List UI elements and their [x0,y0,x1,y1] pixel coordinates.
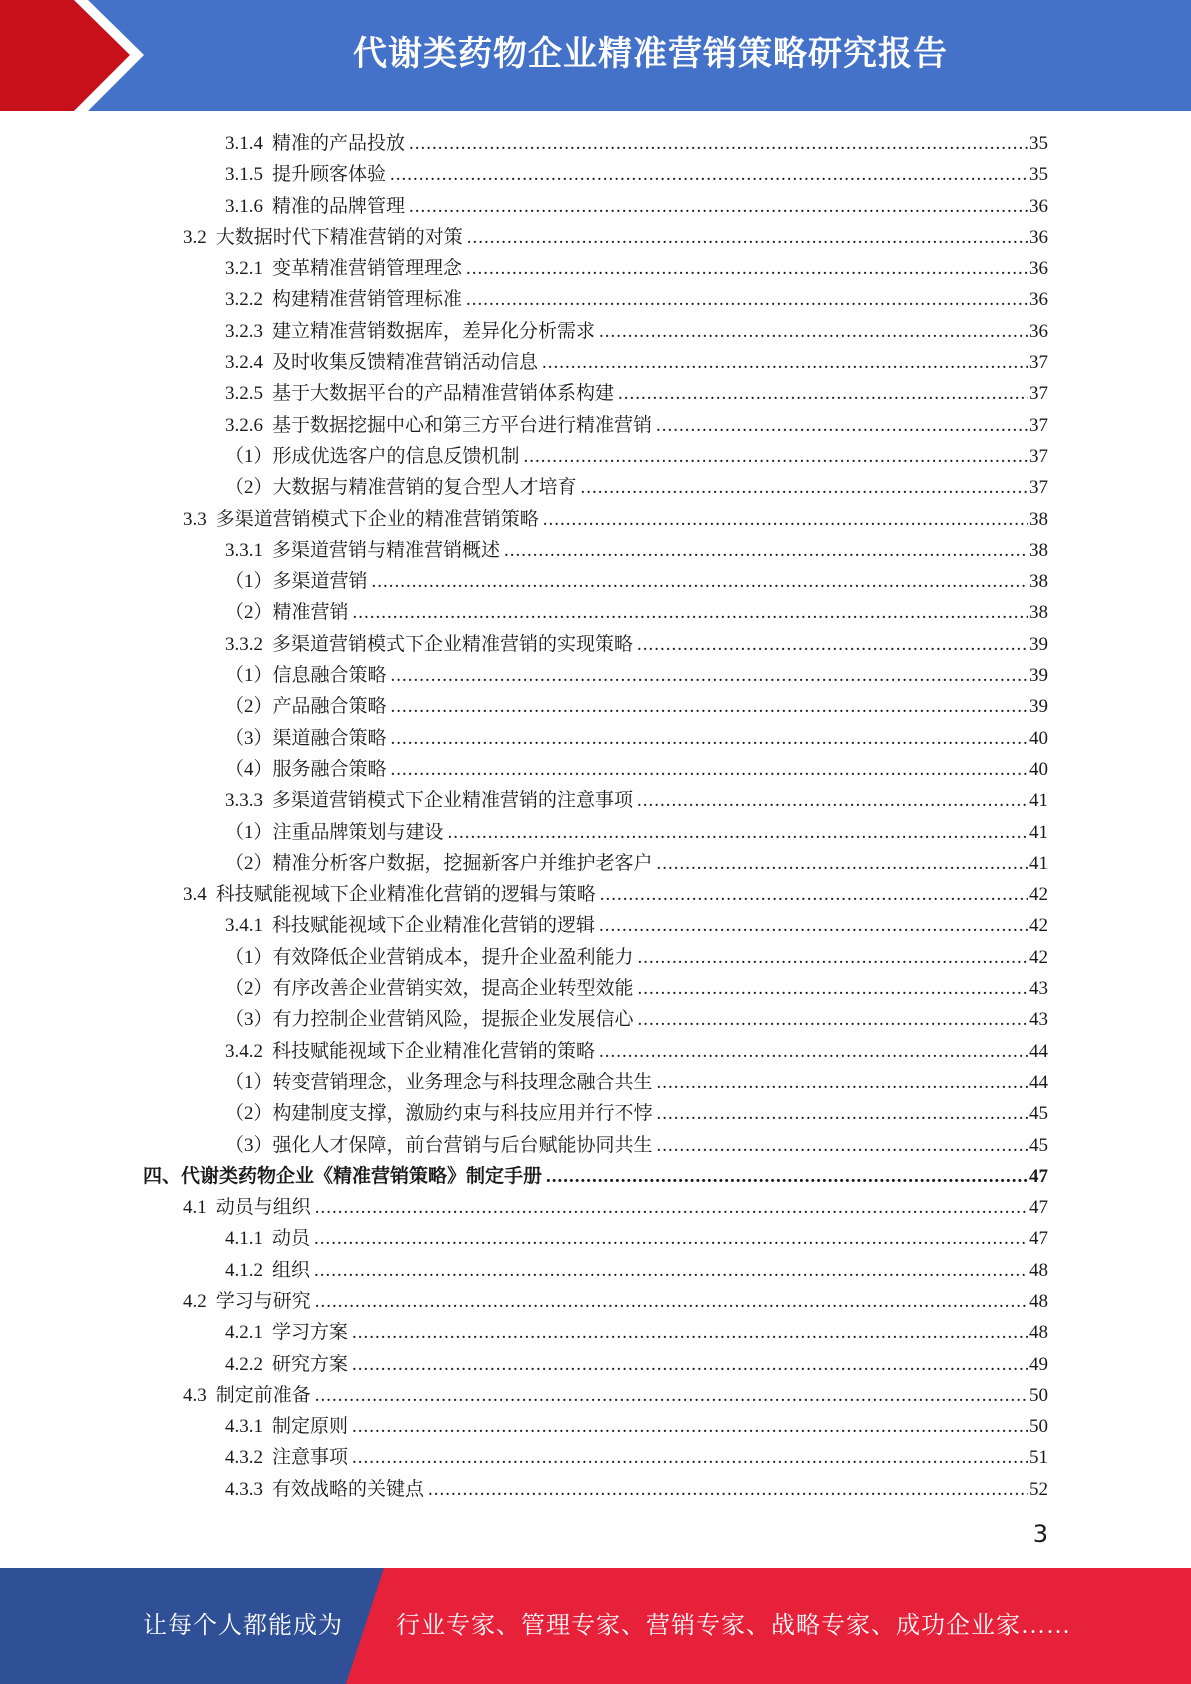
toc-page-number: 40 [1029,758,1048,780]
toc-entry[interactable] [0,1067,1191,1098]
toc-section-title: 变革精准营销管理理念 [272,258,463,280]
toc-entry[interactable] [0,410,1191,441]
toc-page-number: 36 [1029,258,1048,280]
toc-page-number: 37 [1029,414,1048,436]
report-title: 代谢类药物企业精准营销策略研究报告 [353,34,948,74]
toc-page-number: 45 [1029,1134,1048,1156]
toc-section-number: 3.3.2 [225,633,263,655]
toc-dot-leader [391,660,1028,691]
toc-section-title: （1）注重品牌策划与建设 [225,821,444,843]
toc-entry-line [225,410,1048,441]
toc-section-number: 3.2.4 [225,352,263,374]
toc-entry-line [225,1442,1048,1473]
toc-entry-line [183,222,1048,253]
toc-dot-leader [657,1098,1028,1129]
toc-entry-line [225,316,1048,347]
toc-section-number: 3.2.2 [225,289,263,311]
toc-page-number: 48 [1029,1322,1048,1344]
toc-dot-leader [409,128,1028,159]
toc-entry-line [225,1223,1048,1254]
toc-dot-leader [372,566,1028,597]
toc-entry[interactable] [0,879,1191,910]
toc-dot-leader [314,1255,1028,1286]
toc-section-number: 3.4.2 [225,1040,263,1062]
toc-section-number: 3.4.1 [225,915,263,937]
toc-entry[interactable] [0,347,1191,378]
toc-entry-line [225,942,1048,973]
toc-section-title: 制定原则 [272,1416,349,1438]
toc-entry-line [225,284,1048,315]
toc-entry[interactable] [0,128,1191,159]
toc-entry-line [225,973,1048,1004]
toc-dot-leader [504,535,1028,566]
toc-entry-line [225,1317,1048,1348]
toc-dot-leader [546,1161,1028,1192]
toc-dot-leader [352,1442,1028,1473]
toc-entry-line [225,1067,1048,1098]
toc-entry[interactable] [0,316,1191,347]
header-banner [0,0,1191,111]
toc-page-number: 36 [1029,289,1048,311]
toc-entry[interactable] [0,785,1191,816]
toc-entry[interactable] [0,253,1191,284]
toc-page-number: 43 [1029,1009,1048,1031]
toc-page-number: 47 [1029,1197,1048,1219]
toc-entry[interactable] [0,817,1191,848]
toc-section-title: 基于数据挖掘中心和第三方平台进行精准营销 [272,414,653,436]
toc-entry-line [225,817,1048,848]
toc-dot-leader [352,1349,1028,1380]
toc-page-number: 38 [1029,508,1048,530]
toc-page-number: 47 [1029,1165,1048,1187]
toc-entry[interactable] [0,754,1191,785]
toc-entry[interactable] [0,660,1191,691]
toc-entry[interactable] [0,1286,1191,1317]
toc-section-number: 3.2.1 [225,258,263,280]
toc-entry-line [225,1349,1048,1380]
toc-dot-leader [352,1317,1028,1348]
toc-section-title: 动员 [272,1228,311,1250]
toc-entry[interactable] [0,691,1191,722]
toc-page-number: 41 [1029,790,1048,812]
toc-entry[interactable] [0,973,1191,1004]
toc-dot-leader [315,1380,1028,1411]
toc-entry[interactable] [0,629,1191,660]
toc-section-title: 科技赋能视域下企业精准化营销的策略 [272,1040,596,1062]
toc-section-title: 注意事项 [272,1447,349,1469]
toc-entry-line [225,1036,1048,1067]
toc-section-title: 多渠道营销模式下企业的精准营销策略 [215,508,539,530]
toc-section-number: 4.3.1 [225,1416,263,1438]
toc-dot-leader [599,316,1028,347]
toc-entry-line [225,1098,1048,1129]
toc-dot-leader [543,504,1028,535]
toc-dot-leader [542,347,1028,378]
toc-section-title: （3）渠道融合策略 [225,727,387,749]
toc-dot-leader [428,1474,1028,1505]
toc-section-title: 多渠道营销与精准营销概述 [272,539,501,561]
toc-dot-leader [638,1004,1028,1035]
footer-banner [0,1568,1191,1684]
toc-page-number: 47 [1029,1228,1048,1250]
toc-page-number: 44 [1029,1071,1048,1093]
toc-section-title: 学习方案 [272,1322,349,1344]
toc-section-title: 及时收集反馈精准营销活动信息 [272,352,539,374]
toc-dot-leader [391,691,1028,722]
toc-section-number: 3.4 [183,884,207,906]
toc-section-number: 3.1.6 [225,195,263,217]
toc-page-number: 42 [1029,946,1048,968]
toc-section-number: 3.2.5 [225,383,263,405]
toc-entry-line [225,1004,1048,1035]
toc-section-title: （2）精准营销 [225,602,349,624]
toc-entry[interactable] [0,566,1191,597]
toc-entry[interactable] [0,378,1191,409]
toc-dot-leader [315,1192,1028,1223]
toc-section-title: （3）有力控制企业营销风险，提振企业发展信心 [225,1009,634,1031]
toc-dot-leader [353,597,1028,628]
toc-dot-leader [656,410,1028,441]
toc-section-number: 3.2.3 [225,320,263,342]
table-of-contents [0,128,1191,1505]
toc-entry-line [225,441,1048,472]
toc-entry-line [225,378,1048,409]
toc-page-number: 42 [1029,884,1048,906]
toc-entry-line [225,597,1048,628]
toc-entry[interactable] [0,1161,1191,1192]
toc-entry[interactable] [0,159,1191,190]
toc-section-number: 4.1.2 [225,1259,263,1281]
toc-entry[interactable] [0,942,1191,973]
toc-section-number: 4.2.2 [225,1353,263,1375]
toc-page-number: 36 [1029,195,1048,217]
toc-dot-leader [657,1130,1028,1161]
toc-page-number: 40 [1029,727,1048,749]
toc-dot-leader [448,817,1028,848]
toc-section-title: 提升顾客体验 [272,164,387,186]
toc-entry-line [225,128,1048,159]
toc-entry[interactable] [0,284,1191,315]
toc-page-number: 35 [1029,164,1048,186]
toc-section-title: 有效战略的关键点 [272,1478,425,1500]
toc-page-number: 49 [1029,1353,1048,1375]
toc-page-number: 37 [1029,352,1048,374]
toc-page-number: 51 [1029,1447,1048,1469]
toc-entry[interactable] [0,1004,1191,1035]
toc-dot-leader [314,1223,1028,1254]
toc-entry[interactable] [0,191,1191,222]
toc-entry-line [225,785,1048,816]
toc-page-number: 50 [1029,1384,1048,1406]
toc-section-title: （1）形成优选客户的信息反馈机制 [225,445,520,467]
toc-entry-line [225,566,1048,597]
toc-entry[interactable] [0,1317,1191,1348]
toc-section-number: 4.3.2 [225,1447,263,1469]
toc-entry[interactable] [0,1411,1191,1442]
toc-section-title: （2）产品融合策略 [225,696,387,718]
toc-dot-leader [657,848,1028,879]
toc-dot-leader [638,942,1028,973]
toc-section-number: 3.3.1 [225,539,263,561]
toc-entry[interactable] [0,1036,1191,1067]
toc-entry[interactable] [0,504,1191,535]
toc-entry[interactable] [0,472,1191,503]
toc-section-title: 组织 [272,1259,311,1281]
toc-section-title: 精准的品牌管理 [272,195,406,217]
toc-section-number: 3.1.5 [225,164,263,186]
toc-entry[interactable] [0,910,1191,941]
toc-section-number: 3.3 [183,508,207,530]
toc-entry-line [225,1255,1048,1286]
toc-entry-line [225,848,1048,879]
toc-entry-line [225,1130,1048,1161]
toc-section-number: 3.1.4 [225,133,263,154]
toc-section-number: 4.2.1 [225,1322,263,1344]
footer-slogan-left: 让每个人都能成为 [143,1613,343,1639]
toc-section-title: 多渠道营销模式下企业精准营销的实现策略 [272,633,634,655]
toc-dot-leader [315,1286,1028,1317]
toc-dot-leader [599,1036,1028,1067]
toc-entry-line [225,629,1048,660]
toc-section-number: 3.2 [183,226,207,248]
toc-page-number: 48 [1029,1290,1048,1312]
toc-entry[interactable] [0,535,1191,566]
toc-page-number: 50 [1029,1416,1048,1438]
toc-section-title: 四、代谢类药物企业《精准营销策略》制定手册 [143,1165,543,1187]
toc-entry[interactable] [0,723,1191,754]
toc-section-number: 4.2 [183,1290,207,1312]
toc-page-number: 39 [1029,633,1048,655]
toc-dot-leader [638,973,1028,1004]
toc-section-title: 精准的产品投放 [272,133,406,154]
toc-page-number: 38 [1029,539,1048,561]
toc-entry-line [183,1192,1048,1223]
chevron-arrow-icon [0,0,160,111]
toc-section-title: 建立精准营销数据库，差异化分析需求 [272,320,596,342]
toc-section-title: （2）精准分析客户数据，挖掘新客户并维护老客户 [225,852,653,874]
toc-dot-leader [409,191,1028,222]
toc-dot-leader [466,284,1028,315]
toc-dot-leader [391,754,1028,785]
toc-section-title: （1）转变营销理念，业务理念与科技理念融合共生 [225,1071,653,1093]
toc-entry-line [225,191,1048,222]
toc-page-number: 44 [1029,1040,1048,1062]
toc-page-number: 37 [1029,445,1048,467]
toc-section-title: 科技赋能视域下企业精准化营销的逻辑 [272,915,596,937]
toc-section-title: 制定前准备 [215,1384,311,1406]
toc-entry-line [183,1286,1048,1317]
toc-page-number: 45 [1029,1103,1048,1125]
toc-section-number: 4.1.1 [225,1228,263,1250]
toc-entry[interactable] [0,1130,1191,1161]
toc-section-title: 学习与研究 [215,1290,311,1312]
toc-section-number: 4.3.3 [225,1478,263,1500]
toc-entry[interactable] [0,1474,1191,1505]
toc-entry[interactable] [0,1255,1191,1286]
toc-entry-line [225,535,1048,566]
toc-section-number: 4.1 [183,1197,207,1219]
toc-page-number: 42 [1029,915,1048,937]
toc-page-number: 37 [1029,477,1048,499]
toc-dot-leader [352,1411,1028,1442]
toc-section-title: 构建精准营销管理标准 [272,289,463,311]
toc-section-title: （1）有效降低企业营销成本，提升企业盈利能力 [225,946,634,968]
toc-page-number: 36 [1029,320,1048,342]
page-number: 3 [1032,1520,1048,1548]
toc-dot-leader [390,159,1028,190]
toc-entry[interactable] [0,1223,1191,1254]
toc-section-title: （3）强化人才保障，前台营销与后台赋能协同共生 [225,1134,653,1156]
toc-entry[interactable] [0,1192,1191,1223]
toc-dot-leader [391,723,1028,754]
toc-entry[interactable] [0,441,1191,472]
toc-section-title: 多渠道营销模式下企业精准营销的注意事项 [272,790,634,812]
toc-dot-leader [637,629,1028,660]
toc-dot-leader [618,378,1028,409]
toc-entry-line [225,472,1048,503]
toc-section-number: 3.2.6 [225,414,263,436]
toc-entry-line [225,723,1048,754]
toc-page-number: 38 [1029,602,1048,624]
toc-entry-line [225,910,1048,941]
toc-entry[interactable] [0,1442,1191,1473]
toc-dot-leader [657,1067,1028,1098]
toc-dot-leader [466,253,1028,284]
toc-entry-line [183,879,1048,910]
toc-page-number: 52 [1029,1478,1048,1500]
toc-entry[interactable] [0,222,1191,253]
toc-entry-line [225,253,1048,284]
toc-dot-leader [467,222,1028,253]
toc-section-title: 科技赋能视域下企业精准化营销的逻辑与策略 [215,884,596,906]
toc-section-title: 大数据时代下精准营销的对策 [215,226,463,248]
toc-page-number: 43 [1029,978,1048,1000]
toc-page-number: 37 [1029,383,1048,405]
toc-entry-line [225,660,1048,691]
toc-page-number: 39 [1029,696,1048,718]
toc-page-number: 38 [1029,571,1048,593]
toc-entry-line [225,347,1048,378]
toc-entry[interactable] [0,1349,1191,1380]
toc-section-title: （2）有序改善企业营销实效，提高企业转型效能 [225,978,634,1000]
toc-section-title: 基于大数据平台的产品精准营销体系构建 [272,383,615,405]
toc-entry-line [143,1161,1048,1192]
toc-page-number: 48 [1029,1259,1048,1281]
toc-section-title: （2）构建制度支撑，激励约束与科技应用并行不悖 [225,1103,653,1125]
toc-page-number: 41 [1029,821,1048,843]
toc-entry[interactable] [0,1380,1191,1411]
toc-entry[interactable] [0,597,1191,628]
toc-dot-leader [600,879,1028,910]
toc-section-number: 4.3 [183,1384,207,1406]
toc-section-title: （4）服务融合策略 [225,758,387,780]
toc-entry-line [225,691,1048,722]
toc-dot-leader [599,910,1028,941]
toc-page-number: 41 [1029,852,1048,874]
footer-slogan-right: 行业专家、管理专家、营销专家、战略专家、成功企业家…… [396,1613,1071,1639]
toc-entry[interactable] [0,848,1191,879]
toc-entry-line [225,1474,1048,1505]
toc-section-number: 3.3.3 [225,790,263,812]
toc-section-title: 动员与组织 [215,1197,311,1219]
toc-entry-line [183,504,1048,535]
toc-page-number: 36 [1029,226,1048,248]
toc-entry-line [225,159,1048,190]
toc-dot-leader [581,472,1028,503]
toc-section-title: 研究方案 [272,1353,349,1375]
toc-section-title: （1）多渠道营销 [225,571,368,593]
toc-dot-leader [524,441,1028,472]
toc-dot-leader [637,785,1028,816]
toc-section-title: （2）大数据与精准营销的复合型人才培育 [225,477,577,499]
toc-page-number: 39 [1029,665,1048,687]
toc-entry-line [225,754,1048,785]
toc-entry-line [225,1411,1048,1442]
toc-page-number: 35 [1029,133,1048,154]
toc-entry-line [183,1380,1048,1411]
toc-section-title: （1）信息融合策略 [225,665,387,687]
toc-entry[interactable] [0,1098,1191,1129]
